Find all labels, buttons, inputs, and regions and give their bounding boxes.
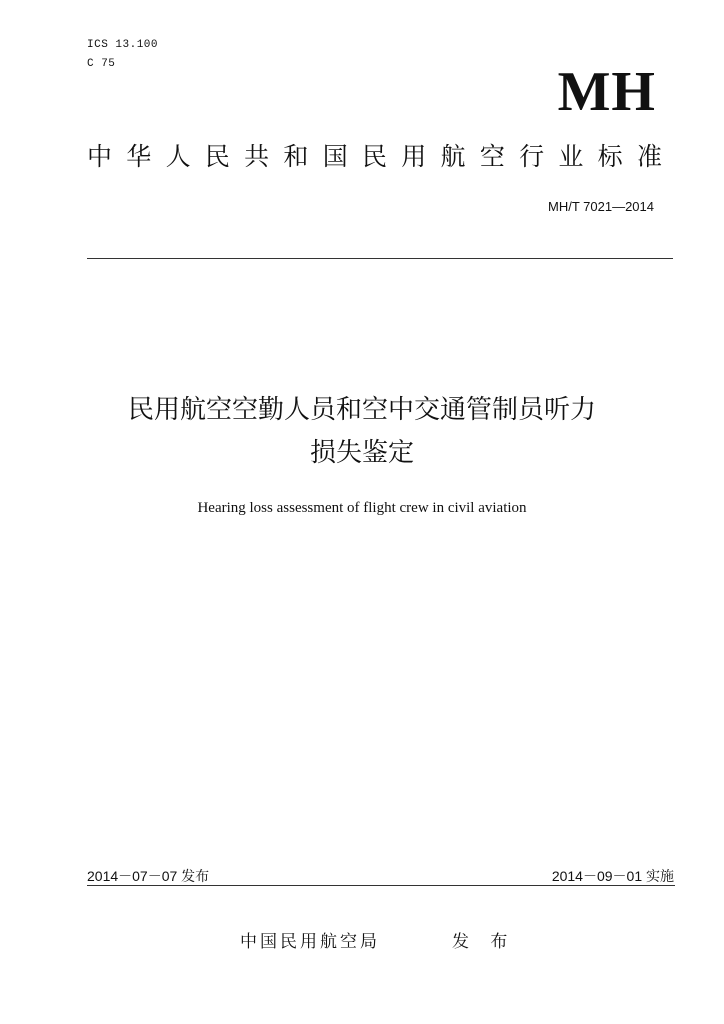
standard-number: MH/T 7021—2014 [548, 199, 654, 214]
issuing-authority: 中国民用航空局 [240, 932, 380, 952]
standard-category-char: 行 [519, 142, 545, 171]
standard-category-char: 用 [401, 142, 427, 171]
implementation-date: 2014－09－01 实施 [551, 868, 674, 884]
issue-date: 2014－07－07 发布 [87, 868, 210, 884]
standard-category-char: 和 [283, 142, 309, 171]
standard-category-char: 业 [558, 142, 584, 171]
standard-category-char: 空 [479, 142, 505, 171]
standard-category-char: 中 [87, 142, 113, 171]
standard-category-char: 航 [440, 142, 466, 171]
ics-code: ICS 13.100 [87, 39, 159, 51]
standard-category [87, 141, 662, 173]
standard-category-char: 民 [361, 142, 387, 171]
top-divider [87, 258, 673, 259]
publish-label: 发 布 [452, 932, 516, 952]
english-title: Hearing loss assessment of flight crew in civil aviation [197, 500, 527, 516]
standard-category-char: 华 [126, 142, 152, 171]
mh-logo: MH [557, 61, 656, 123]
standard-category-char: 人 [165, 142, 191, 171]
ccs-code: C 75 [87, 58, 116, 70]
standard-category-char: 国 [322, 142, 348, 171]
standard-category-char: 标 [597, 142, 623, 171]
standard-category-char: 民 [204, 142, 230, 171]
standard-category-char: 准 [636, 142, 662, 171]
standard-category-char: 共 [244, 142, 270, 171]
document-title-line-1: 民用航空空勤人员和空中交通管制员听力 [127, 395, 596, 425]
bottom-divider [87, 885, 675, 886]
document-title-line-2: 损失鉴定 [309, 438, 414, 468]
